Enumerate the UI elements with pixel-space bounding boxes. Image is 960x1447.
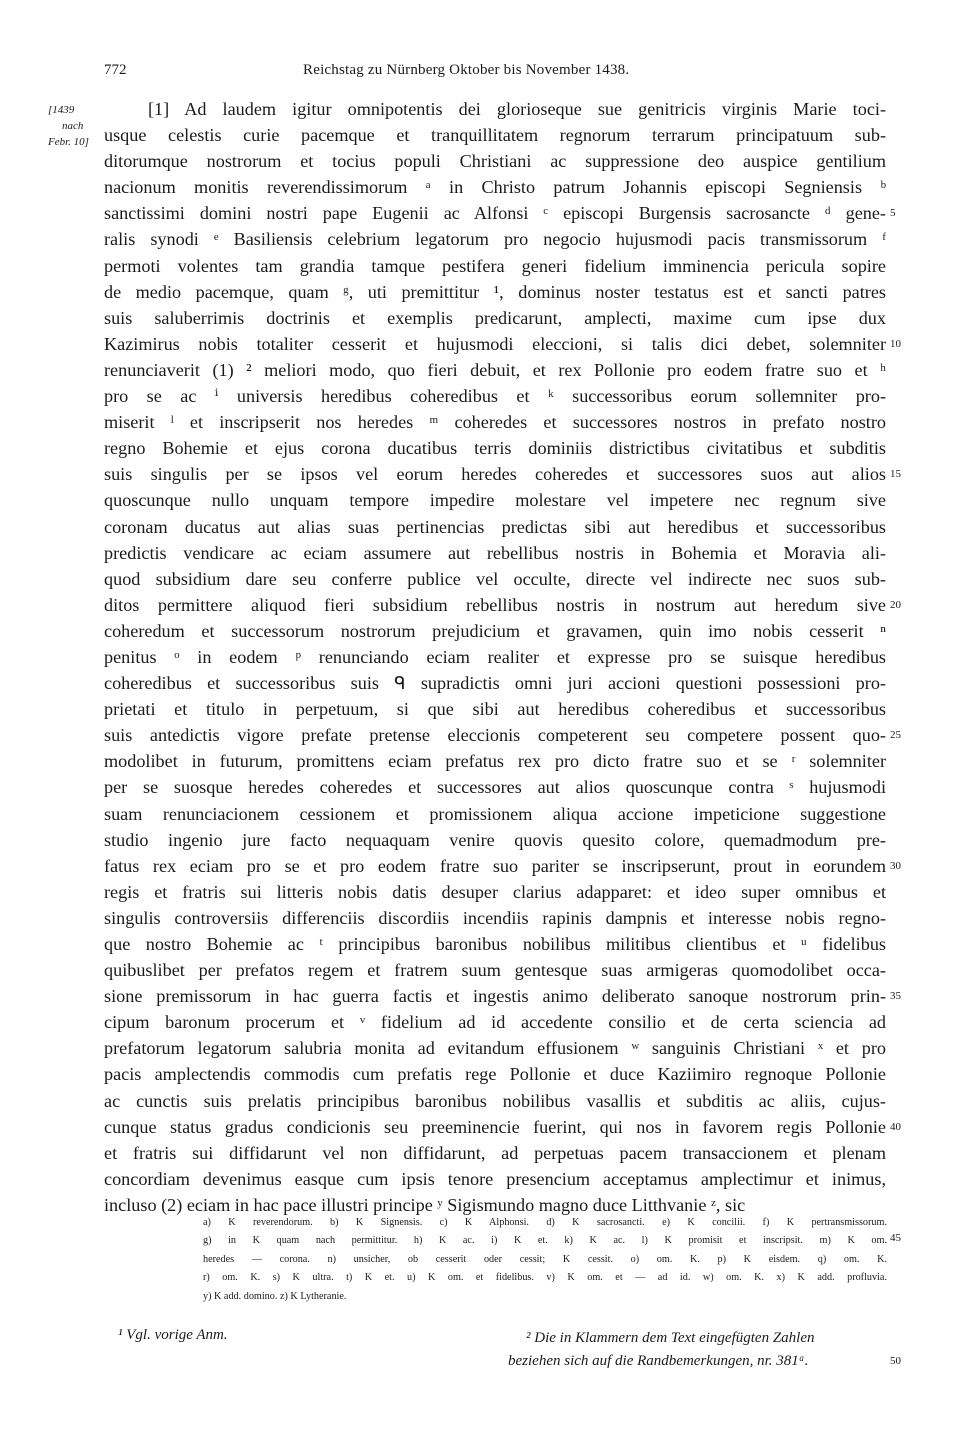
line-number: 30: [890, 859, 901, 872]
main-text: [104, 96, 886, 1218]
footnote-2: [508, 1327, 888, 1373]
text-line: coronam ducatus aut alias suas pertinencias predictas sibi aut heredibus et successoribus: [104, 516, 886, 537]
text-line: suis antedictis vigore prefate pretense eleccionis competerent seu competere possent quo-: [104, 725, 886, 746]
critical-apparatus: [203, 1214, 887, 1306]
text-line: quod subsidium dare seu conferre publice vel occulte, directe vel indirecte nec suos sub-: [104, 568, 886, 589]
text-line: miserit ˡ et inscripserit nos heredes ᵐ coheredes et successores nostros in prefato nostro: [104, 412, 886, 433]
text-line: ralis synodi ᵉ Basiliensis celebrium legatorum pro negocio hujusmodi pacis transmissorum ᶠ: [104, 229, 886, 250]
text-line: permoti volentes tam grandia tamque pestifera generi fidelium imminencia pericula sopire: [104, 255, 886, 276]
line-number: 35: [890, 990, 901, 1003]
text-line: regno Bohemie et ejus corona ducatibus terris dominiis districtibus civitatibus et subditis: [104, 438, 886, 459]
text-line: predictis vendicare ac eciam assumere aut rebellibus nostris in Bohemia et Moravia ali-: [104, 542, 886, 563]
apparatus-line: r) om. K. s) K ultra. t) K et. u) K om. et fidelibus. v) K om. et — ad id. w) om. K. x) K add. profluvia.: [203, 1272, 887, 1284]
text-line: suis singulis per se ipsos vel eorum heredes coheredes et successores suos aut alios: [104, 464, 886, 485]
line-number: 15: [890, 468, 901, 481]
apparatus-line: y) K add. domino. z) K Lytheranie.: [203, 1290, 347, 1302]
text-line: pacis amplectendis commodis cum prefatis rege Pollonie et duce Kaziimiro regnoque Pollonie: [104, 1064, 886, 1085]
line-number: 25: [890, 729, 901, 742]
text-line: que nostro Bohemie ac ᵗ principibus baronibus nobilibus militibus clientibus et ᵘ fidelibus: [104, 934, 886, 954]
text-line: [1] Ad laudem igitur omnipotentis dei glorioseque sue genitricis virginis Marie toci-: [148, 99, 886, 119]
footnote-2-line: beziehen sich auf die Randbemerkungen, nr. 381ᵃ.: [508, 1353, 809, 1369]
margin-date-line: [1439: [48, 104, 75, 116]
text-line: singulis controversiis differenciis discordiis incendiis rapinis dampnis et interesse nobis regno-: [104, 907, 886, 928]
text-line: prietati et titulo in perpetuum, si que sibi aut heredibus coheredibus et successoribus: [104, 699, 886, 720]
text-line: quoscunque nullo unquam tempore impedire molestare vel impetere nec regnum sive: [104, 490, 886, 511]
text-line: ditorumque nostrorum et tocius populi Christiani ac suppressione deo auspice gentilium: [104, 151, 886, 172]
page-header: [0, 62, 960, 86]
text-line: de medio pacemque, quam ᵍ, uti premittitur ¹, dominus noster testatus est et sancti patres: [104, 281, 886, 302]
text-line: cunque status gradus condicionis seu preeminencie fuerint, qui nos in favorem regis Pollonie: [104, 1116, 886, 1137]
text-line: quibuslibet per prefatos regem et fratrem suum gentesque suas armigeras quomodolibet occa-: [104, 960, 886, 981]
apparatus-line: heredes — corona. n) unsicher, ob cesserit oder cessit; K cessit. o) om. K. p) K eisdem. q) om. K.: [203, 1253, 887, 1265]
margin-date-line: nach: [62, 120, 84, 132]
text-line: per se suosque heredes coheredes et successores aut alios quoscunque contra ˢ hujusmodi: [104, 777, 886, 798]
text-line: suis saluberrimis doctrinis et exemplis predicarunt, amplecti, maxime cum ipse dux: [104, 307, 886, 328]
text-line: suam renunciacionem cessionem et promissionem aliqua accione impeticione suggestione: [104, 803, 886, 824]
text-line: coheredum et successorum nostrorum prejudicium et gravamen, quin imo nobis cesserit ⁿ: [104, 620, 886, 641]
text-line: modolibet in futurum, promittens eciam prefatus rex pro dicto fratre suo et se ʳ solemniter: [104, 751, 886, 772]
text-line: ditos permittere aliquod fieri subsidium rebellibus nostris in nostrum aut heredum sive: [104, 594, 886, 615]
footnote-2-line: ² Die in Klammern dem Text eingefügten Zahlen: [526, 1330, 815, 1346]
line-number: 5: [890, 207, 896, 220]
apparatus-line: g) in K quam nach permittitur. h) K ac. i) K et. k) K ac. l) K promisit et inscripsit. m) K om.: [203, 1235, 887, 1247]
text-line: sanctissimi domini nostri pape Eugenii ac Alfonsi ᶜ episcopi Burgensis sacrosancte ᵈ gene-: [104, 203, 886, 224]
text-line: incluso (2) eciam in hac pace illustri principe ʸ Sigismundo magno duce Litthvanie ᶻ, sic: [104, 1194, 746, 1215]
text-line: Kazimirus nobis totaliter cesserit et hujusmodi eleccioni, si talis dici debet, solemniter: [104, 333, 886, 354]
line-number: 10: [890, 337, 901, 350]
footnote-1: ¹ Vgl. vorige Anm.: [118, 1327, 228, 1343]
margin-date-note: [48, 102, 104, 150]
text-line: nacionum monitis reverendissimorum ᵃ in Christo patrum Johannis episcopi Segniensis ᵇ: [104, 177, 886, 198]
line-number: 40: [890, 1120, 901, 1133]
page-number: 772: [104, 62, 127, 78]
text-line: coheredibus et successoribus suis ᑫ supradictis omni juri accioni questioni possessioni pro-: [104, 673, 886, 694]
text-line: usque celestis curie pacemque et tranquillitatem regnorum terrarum principatuum sub-: [104, 125, 886, 146]
text-line: prefatorum legatorum salubria monita ad evitandum effusionem ʷ sanguinis Christiani ˣ et pro: [104, 1038, 886, 1059]
text-line: et fratris sui diffidarunt vel non diffidarunt, ad perpetuas pacem transaccionem et plenam: [104, 1142, 886, 1163]
text-line: cipum baronum procerum et ᵛ fidelium ad id accedente consilio et de certa sciencia ad: [104, 1012, 886, 1033]
text-line: concordiam devenimus easque cum ipsis tenore presencium acceptamus amplectimur et inimus,: [104, 1168, 886, 1189]
line-number: 20: [890, 598, 901, 611]
text-line: penitus ᵒ in eodem ᵖ renunciando eciam realiter et expresse pro se suisque heredibus: [104, 646, 886, 667]
text-line: ac cunctis suis prelatis principibus baronibus nobilibus vasallis et subditis ac aliis, cujus-: [104, 1090, 886, 1111]
text-line: sione premissorum in hac guerra factis et ingestis animo deliberato sanoque nostrorum prin-: [104, 986, 886, 1007]
apparatus-line: a) K reverendorum. b) K Signensis. c) K Alphonsi. d) K sacrosancti. e) K concilii. f) K pertransmissorum.: [203, 1217, 887, 1228]
line-number: 50: [890, 1355, 901, 1367]
text-line: pro se ac ⁱ universis heredibus coheredibus et ᵏ successoribus eorum sollemniter pro-: [104, 386, 886, 407]
text-line: regis et fratris sui litteris nobis datis desuper clarius adapparet: et ideo super omnibus et: [104, 881, 886, 902]
margin-date-line: Febr. 10]: [48, 136, 89, 148]
running-title: Reichstag zu Nürnberg Oktober bis November 1438.: [303, 62, 630, 78]
text-line: renunciaverit (1) ² meliori modo, quo fieri debuit, et rex Pollonie pro eodem fratre suo et ʰ: [104, 359, 886, 380]
line-number: 45: [890, 1232, 901, 1244]
text-line: fatus rex eciam pro se et pro eodem fratre suo pariter se inscripserunt, prout in eorundem: [104, 855, 886, 876]
text-line: studio ingenio jure facto nequaquam venire quovis quesito colore, quemadmodum pre-: [104, 829, 886, 850]
